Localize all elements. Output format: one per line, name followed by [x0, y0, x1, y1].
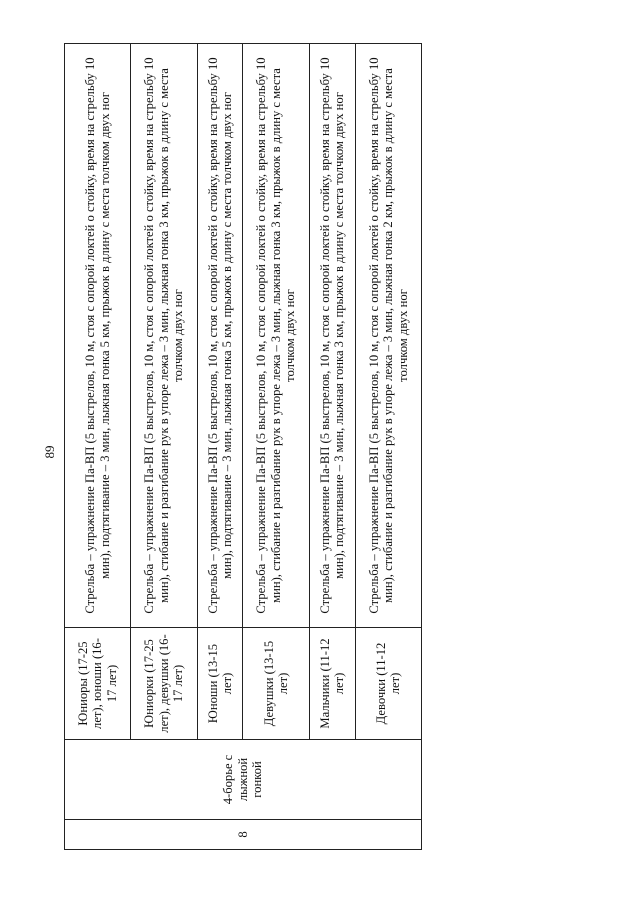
table-row	[243, 44, 309, 850]
sport-name-cell: 4-борье с лыжной гонкой	[65, 740, 422, 820]
row-number-cell: 8	[65, 820, 422, 850]
table-row	[131, 44, 197, 850]
age-group-cell: Девочки (11-12 лет)	[355, 628, 421, 740]
table-row	[309, 44, 355, 850]
age-group-cell: Юниорки (17-25 лет), девушки (16-17 лет)	[131, 628, 197, 740]
table-row	[197, 44, 243, 850]
table-row	[65, 44, 131, 850]
condition-cell: Стрельба – упражнение Па-ВП (5 выстрелов, 10 м, стоя с опорой локтей о стойку, время на стрельбу 10 мин), подтягивание – 3 мин, лыжная гонка 3 км, прыжок в длину с места толчком двух ног	[309, 44, 355, 628]
age-group-cell: Юниоры (17-25 лет), юноши (16-17 лет)	[65, 628, 131, 740]
condition-cell: Стрельба – упражнение Па-ВП (5 выстрелов, 10 м, стоя с опорой локтей о стойку, время на стрельбу 10 мин), стибание и разгибание рук в упоре лежа – 3 мин, лыжная гонка 2 км, прыжок в длину с места толчком двух ног	[355, 44, 421, 628]
rotated-table-container	[64, 44, 422, 850]
condition-cell: Стрельба – упражнение Па-ВП (5 выстрелов, 10 м, стоя с опорой локтей о стойку, время на стрельбу 10 мин), стибание и разгибание рук в упоре лежа – 3 мин, лыжная гонка 3 км, прыжок в длину с места толчком двух ног	[131, 44, 197, 628]
age-group-cell: Юноши (13-15 лет)	[197, 628, 243, 740]
table-row	[355, 44, 421, 850]
condition-cell: Стрельба – упражнение Па-ВП (5 выстрелов, 10 м, стоя с опорой локтей о стойку, время на стрельбу 10 мин), стибание и разгибание рук в упоре лежа – 3 мин, лыжная гонка 3 км, прыжок в длину с места толчком двух ног	[243, 44, 309, 628]
age-group-cell: Девушки (13-15 лет)	[243, 628, 309, 740]
condition-cell: Стрельба – упражнение Па-ВП (5 выстрелов, 10 м, стоя с опорой локтей о стойку, время на стрельбу 10 мин), подтягивание – 3 мин, лыжная гонка 5 км, прыжок в длину с места толчком двух ног	[65, 44, 131, 628]
age-group-cell: Мальчики (11-12 лет)	[309, 628, 355, 740]
page-number: 89	[42, 445, 57, 459]
condition-cell: Стрельба – упражнение Па-ВП (5 выстрелов, 10 м, стоя с опорой локтей о стойку, время на стрельбу 10 мин), подтягивание – 3 мин, лыжная гонка 5 км, прыжок в длину с места толчком двух ног	[197, 44, 243, 628]
sports-program-table	[64, 43, 422, 850]
